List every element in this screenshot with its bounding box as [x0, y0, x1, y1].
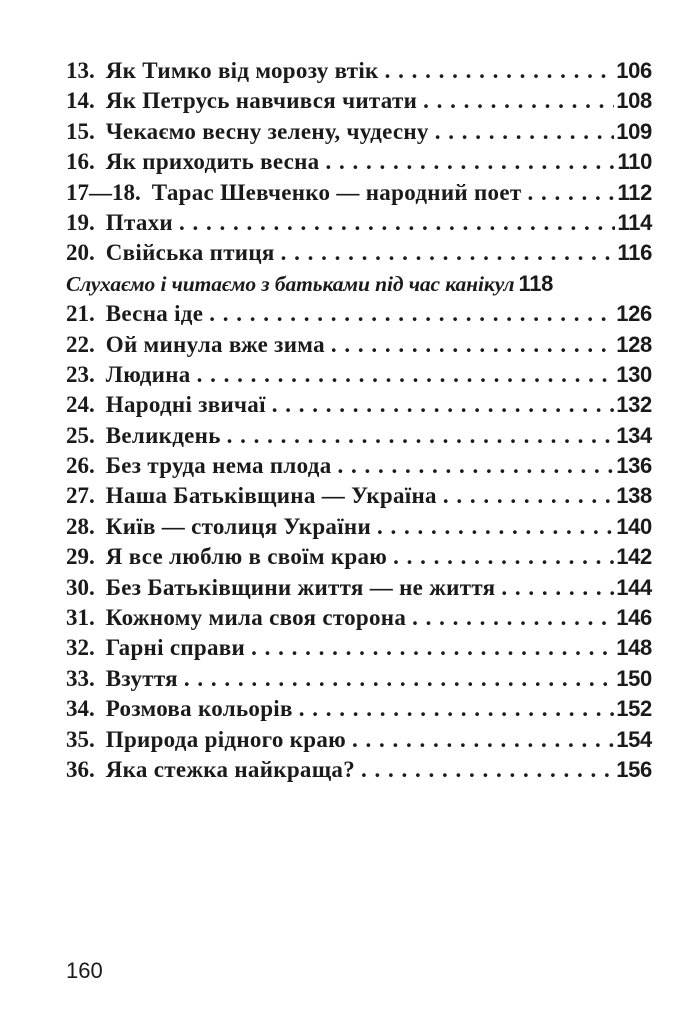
entry-number: 16. [66, 149, 95, 175]
toc-entry [66, 86, 652, 116]
dot-leader [209, 299, 614, 329]
entry-title: Як Тимко від морозу втік [105, 58, 379, 83]
entry-page: 144 [616, 574, 652, 600]
dot-leader [385, 56, 615, 86]
entry-page: 148 [616, 635, 652, 661]
toc-entry [66, 481, 652, 511]
entry-page: 152 [616, 696, 652, 722]
dot-leader [299, 694, 614, 724]
entry-title: Київ — столиця України [105, 513, 372, 539]
entry-title: Слухаємо і читаємо з батьками під час канікул [66, 271, 515, 296]
entry-page: 106 [616, 58, 652, 83]
entry-page: 142 [616, 544, 652, 570]
entry-title: Як приходить весна [105, 149, 320, 175]
dot-leader [501, 573, 614, 603]
toc-entry [66, 725, 652, 755]
entry-page: 118 [518, 270, 554, 296]
dot-leader [527, 178, 615, 208]
dot-leader [197, 360, 615, 390]
entry-number: 26. [66, 453, 95, 479]
entry-title: Народні звичаї [105, 392, 266, 418]
entry-number: 15. [66, 118, 95, 144]
entry-number: 33. [66, 665, 95, 691]
dot-leader [272, 390, 614, 420]
entry-number: 29. [66, 544, 95, 570]
entry-page: 112 [617, 179, 652, 205]
entry-number: 24. [66, 392, 95, 418]
entry-page: 134 [616, 422, 652, 448]
entry-page: 114 [617, 209, 652, 235]
toc-entry [66, 421, 652, 451]
entry-number: 13. [66, 58, 95, 83]
entry-page: 128 [616, 331, 652, 357]
page-number: 160 [66, 958, 103, 983]
entry-title: Великдень [105, 422, 221, 448]
toc-entry [66, 299, 652, 329]
dot-leader [443, 481, 614, 511]
entry-title: Природа рідного краю [105, 726, 347, 752]
entry-number: 30. [66, 574, 95, 600]
entry-number: 14. [66, 88, 95, 114]
entry-page: 110 [617, 149, 652, 175]
toc-entry [66, 664, 652, 694]
entry-title: Весна іде [105, 301, 204, 327]
toc-entry [66, 360, 652, 390]
entry-title: Без труда нема плода [105, 453, 332, 479]
toc-entry [66, 147, 652, 177]
dot-leader [435, 117, 614, 147]
dot-leader [393, 542, 614, 572]
toc-entry [66, 208, 652, 238]
dot-leader [251, 633, 614, 663]
toc-entry [66, 330, 652, 360]
toc-entry [66, 117, 652, 147]
entry-number: 23. [66, 361, 95, 387]
entry-number: 35. [66, 726, 95, 752]
entry-page: 146 [616, 605, 652, 631]
entry-title: Чекаємо весну зелену, чудесну [105, 118, 429, 144]
dot-leader [352, 725, 614, 755]
entry-number: 17—18. [66, 179, 141, 205]
dot-leader [227, 421, 615, 451]
table-of-contents [66, 56, 652, 785]
entry-number: 20. [66, 240, 95, 266]
dot-leader [179, 208, 615, 238]
toc-entry [66, 573, 652, 603]
entry-page: 126 [616, 301, 652, 327]
entry-number: 32. [66, 635, 95, 661]
entry-number: 25. [66, 422, 95, 448]
toc-entry [66, 755, 652, 785]
entry-number: 36. [66, 756, 95, 782]
dot-leader [423, 86, 614, 116]
toc-entry-reading-section [66, 269, 652, 299]
toc-entry [66, 633, 652, 663]
dot-leader [412, 603, 614, 633]
entry-title: Я все люблю в своїм краю [105, 544, 388, 570]
dot-leader [281, 238, 616, 268]
dot-leader [184, 664, 614, 694]
entry-title: Свійська птиця [105, 240, 275, 266]
entry-title: Ой минула вже зима [105, 331, 325, 357]
entry-page: 156 [616, 756, 652, 782]
entry-number: 19. [66, 209, 95, 235]
entry-title: Кожному мила своя сторона [105, 605, 407, 631]
entry-title: Взуття [105, 665, 178, 691]
entry-number: 28. [66, 513, 95, 539]
toc-entry [66, 542, 652, 572]
entry-page: 150 [616, 665, 652, 691]
toc-entry [66, 694, 652, 724]
toc-entry [66, 56, 652, 86]
entry-title: Яка стежка найкраща? [105, 756, 356, 782]
dot-leader [326, 147, 616, 177]
toc-entry [66, 512, 652, 542]
entry-page: 132 [616, 392, 652, 418]
entry-title: Гарні справи [105, 635, 246, 661]
dot-leader [377, 512, 614, 542]
dot-leader [361, 755, 614, 785]
entry-number: 27. [66, 483, 95, 509]
toc-entry [66, 238, 652, 268]
entry-title: Як Петрусь навчився читати [105, 88, 418, 114]
entry-page: 108 [616, 88, 652, 114]
entry-number: 34. [66, 696, 95, 722]
entry-page: 140 [616, 513, 652, 539]
entry-title: Птахи [105, 209, 173, 235]
toc-entry [66, 390, 652, 420]
entry-page: 116 [617, 240, 652, 266]
entry-page: 138 [616, 483, 652, 509]
entry-number: 31. [66, 605, 95, 631]
dot-leader [338, 451, 615, 481]
entry-page: 154 [616, 726, 652, 752]
entry-number: 21. [66, 301, 95, 327]
entry-number: 22. [66, 331, 95, 357]
entry-title: Без Батьківщини життя — не життя [105, 574, 496, 600]
toc-entry [66, 178, 652, 208]
entry-page: 109 [616, 118, 652, 144]
dot-leader [331, 330, 614, 360]
entry-title: Розмова кольорів [105, 696, 293, 722]
entry-title: Людина [105, 361, 191, 387]
toc-entry [66, 451, 652, 481]
entry-title: Наша Батьківщина — Україна [105, 483, 437, 509]
entry-page: 130 [616, 361, 652, 387]
entry-page: 136 [616, 453, 652, 479]
entry-title: Тарас Шевченко — народний поет [151, 179, 522, 205]
toc-entry [66, 603, 652, 633]
